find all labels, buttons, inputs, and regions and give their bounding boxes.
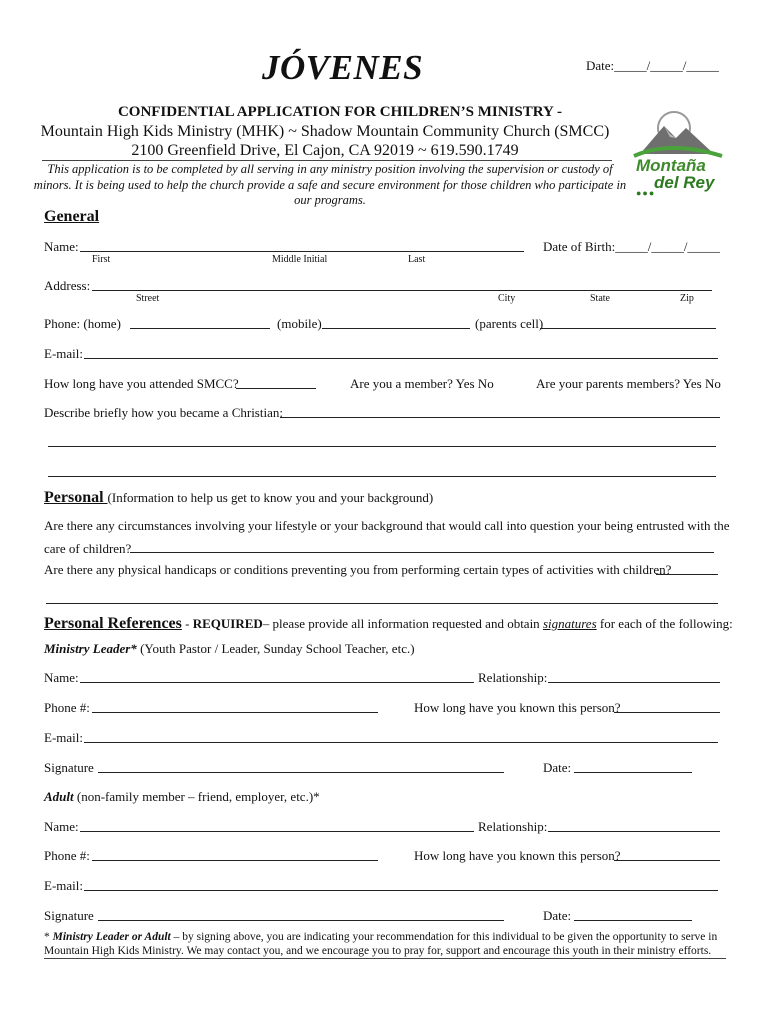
christian-input-line-1[interactable] (280, 417, 720, 418)
ref1-known-label: How long have you known this person? (414, 700, 621, 715)
req-tail: for each of the following: (596, 616, 733, 631)
ref2-known-label: How long have you known this person? (414, 848, 621, 863)
last-caption: Last (408, 254, 426, 265)
handicaps-input[interactable] (656, 574, 718, 575)
ref1-known-input[interactable] (614, 712, 720, 713)
christian-input-line-3[interactable] (48, 476, 716, 477)
ref2-email-input[interactable] (84, 890, 718, 891)
member-question[interactable]: Are you a member? Yes No (350, 376, 494, 391)
street-caption: Street (136, 293, 160, 304)
christian-input-line-2[interactable] (48, 446, 716, 447)
footer-text: – by signing above, you are indicating your recommendation for this individual to be given the opportunity to serve in Mountain High Kids Ministry. We may contact you, and we encourage you to pray for, support and encourage this youth in their ministry efforts. (44, 931, 718, 957)
ref2-phone-label: Phone #: (44, 848, 90, 863)
confidential-heading: CONFIDENTIAL APPLICATION FOR CHILDREN’S MINISTRY - (117, 104, 563, 120)
phone-home-input[interactable] (130, 328, 270, 329)
description: This application is to be completed by all serving in any ministry position involving the supervision or custody of minors. It is being used to help the church provide a safe and secure environment for those children who participate in our programs. (33, 162, 627, 207)
email-input[interactable] (84, 358, 718, 359)
ref2-signature-input[interactable] (98, 920, 504, 921)
footer-star: * (44, 931, 53, 943)
req-prefix: - (181, 616, 193, 631)
handicaps-question: Are there any physical handicaps or conditions preventing you from performing certain types of activities with children? (44, 562, 672, 577)
mountain-icon (630, 110, 726, 160)
adult-note: (non-family member – friend, employer, etc.)* (73, 789, 320, 804)
first-caption: First (92, 254, 111, 265)
mobile-input[interactable] (322, 328, 470, 329)
zip-caption: Zip (680, 293, 694, 304)
attended-input[interactable] (236, 388, 316, 389)
handicaps-input-line-2[interactable] (46, 603, 718, 604)
date-field[interactable]: Date:_____/_____/_____ (586, 58, 719, 73)
christian-label: Describe briefly how you became a Christian: (44, 405, 283, 420)
ministry-leader-heading (44, 641, 415, 657)
ref2-email-label: E-mail: (44, 878, 83, 893)
email-label: E-mail: (44, 346, 83, 361)
personal-note: (Information to help us get to know you and your background) (107, 490, 434, 505)
ref1-signature-input[interactable] (98, 772, 504, 773)
ref1-name-label: Name: (44, 670, 79, 685)
page-title: JÓVENES (262, 48, 424, 87)
middle-caption: Middle Initial (272, 254, 328, 265)
ref1-name-input[interactable] (80, 682, 474, 683)
ref1-phone-input[interactable] (92, 712, 378, 713)
logo-line-2: del Rey (654, 173, 715, 192)
circumstances-question: Are there any circumstances involving your lifestyle or your background that would call into question your being entrusted with the (44, 518, 730, 533)
ref2-relationship-label: Relationship: (478, 819, 548, 834)
required-label: REQUIRED (192, 616, 263, 631)
ref2-signature-label: Signature (44, 908, 94, 923)
org-line: Mountain High Kids Ministry (MHK) ~ Shadow Mountain Community Church (SMCC) (40, 123, 610, 140)
address-input[interactable] (92, 290, 712, 291)
personal-heading: Personal (44, 489, 108, 506)
ref2-known-input[interactable] (614, 860, 720, 861)
ref2-date-input[interactable] (574, 920, 692, 921)
address-line: 2100 Greenfield Drive, El Cajon, CA 92019 ~ 619.590.1749 (131, 142, 519, 159)
ref1-email-label: E-mail: (44, 730, 83, 745)
ref2-relationship-input[interactable] (548, 831, 720, 832)
ref2-phone-input[interactable] (92, 860, 378, 861)
attended-label: How long have you attended SMCC? (44, 376, 239, 391)
parents-member-question[interactable]: Are your parents members? Yes No (536, 376, 721, 391)
section-references (44, 615, 733, 633)
circumstances-input[interactable] (130, 552, 714, 553)
footer-divider (44, 958, 726, 959)
parents-cell-label: (parents cell) (475, 316, 544, 331)
section-general: General (44, 208, 100, 225)
signatures-word: signatures (542, 616, 597, 631)
city-caption: City (498, 293, 516, 304)
ref1-email-input[interactable] (84, 742, 718, 743)
footer-bold: Ministry Leader or Adult (52, 931, 171, 943)
adult-label: Adult (44, 789, 74, 804)
header-divider (42, 160, 612, 161)
footer-note (44, 930, 724, 958)
ministry-leader-label: Ministry Leader* (44, 641, 137, 656)
address-label: Address: (44, 278, 91, 293)
ref1-phone-label: Phone #: (44, 700, 90, 715)
circumstances-question-cont: care of children? (44, 541, 132, 556)
adult-heading (44, 789, 320, 805)
ref1-date-input[interactable] (574, 772, 692, 773)
ref1-date-label: Date: (543, 760, 572, 775)
state-caption: State (590, 293, 610, 304)
req-text: – please provide all information requested and obtain (262, 616, 543, 631)
references-heading: Personal References (44, 615, 182, 632)
ref1-relationship-input[interactable] (548, 682, 720, 683)
section-personal (44, 489, 433, 507)
ref2-name-label: Name: (44, 819, 79, 834)
logo-text (636, 157, 714, 191)
name-label: Name: (44, 239, 79, 254)
mobile-label: (mobile) (277, 316, 322, 331)
ref2-date-label: Date: (543, 908, 572, 923)
logo-line-1: Montaña (636, 156, 706, 175)
ref2-name-input[interactable] (80, 831, 474, 832)
name-input[interactable] (80, 251, 524, 252)
parents-cell-input[interactable] (540, 328, 716, 329)
logo-dots: ●●● (636, 188, 656, 198)
ministry-leader-note: (Youth Pastor / Leader, Sunday School Teacher, etc.) (136, 641, 415, 656)
phone-home-label: Phone: (home) (44, 316, 121, 331)
dob-field[interactable]: Date of Birth:_____/_____/_____ (543, 239, 720, 254)
ref1-relationship-label: Relationship: (478, 670, 548, 685)
ref1-signature-label: Signature (44, 760, 94, 775)
